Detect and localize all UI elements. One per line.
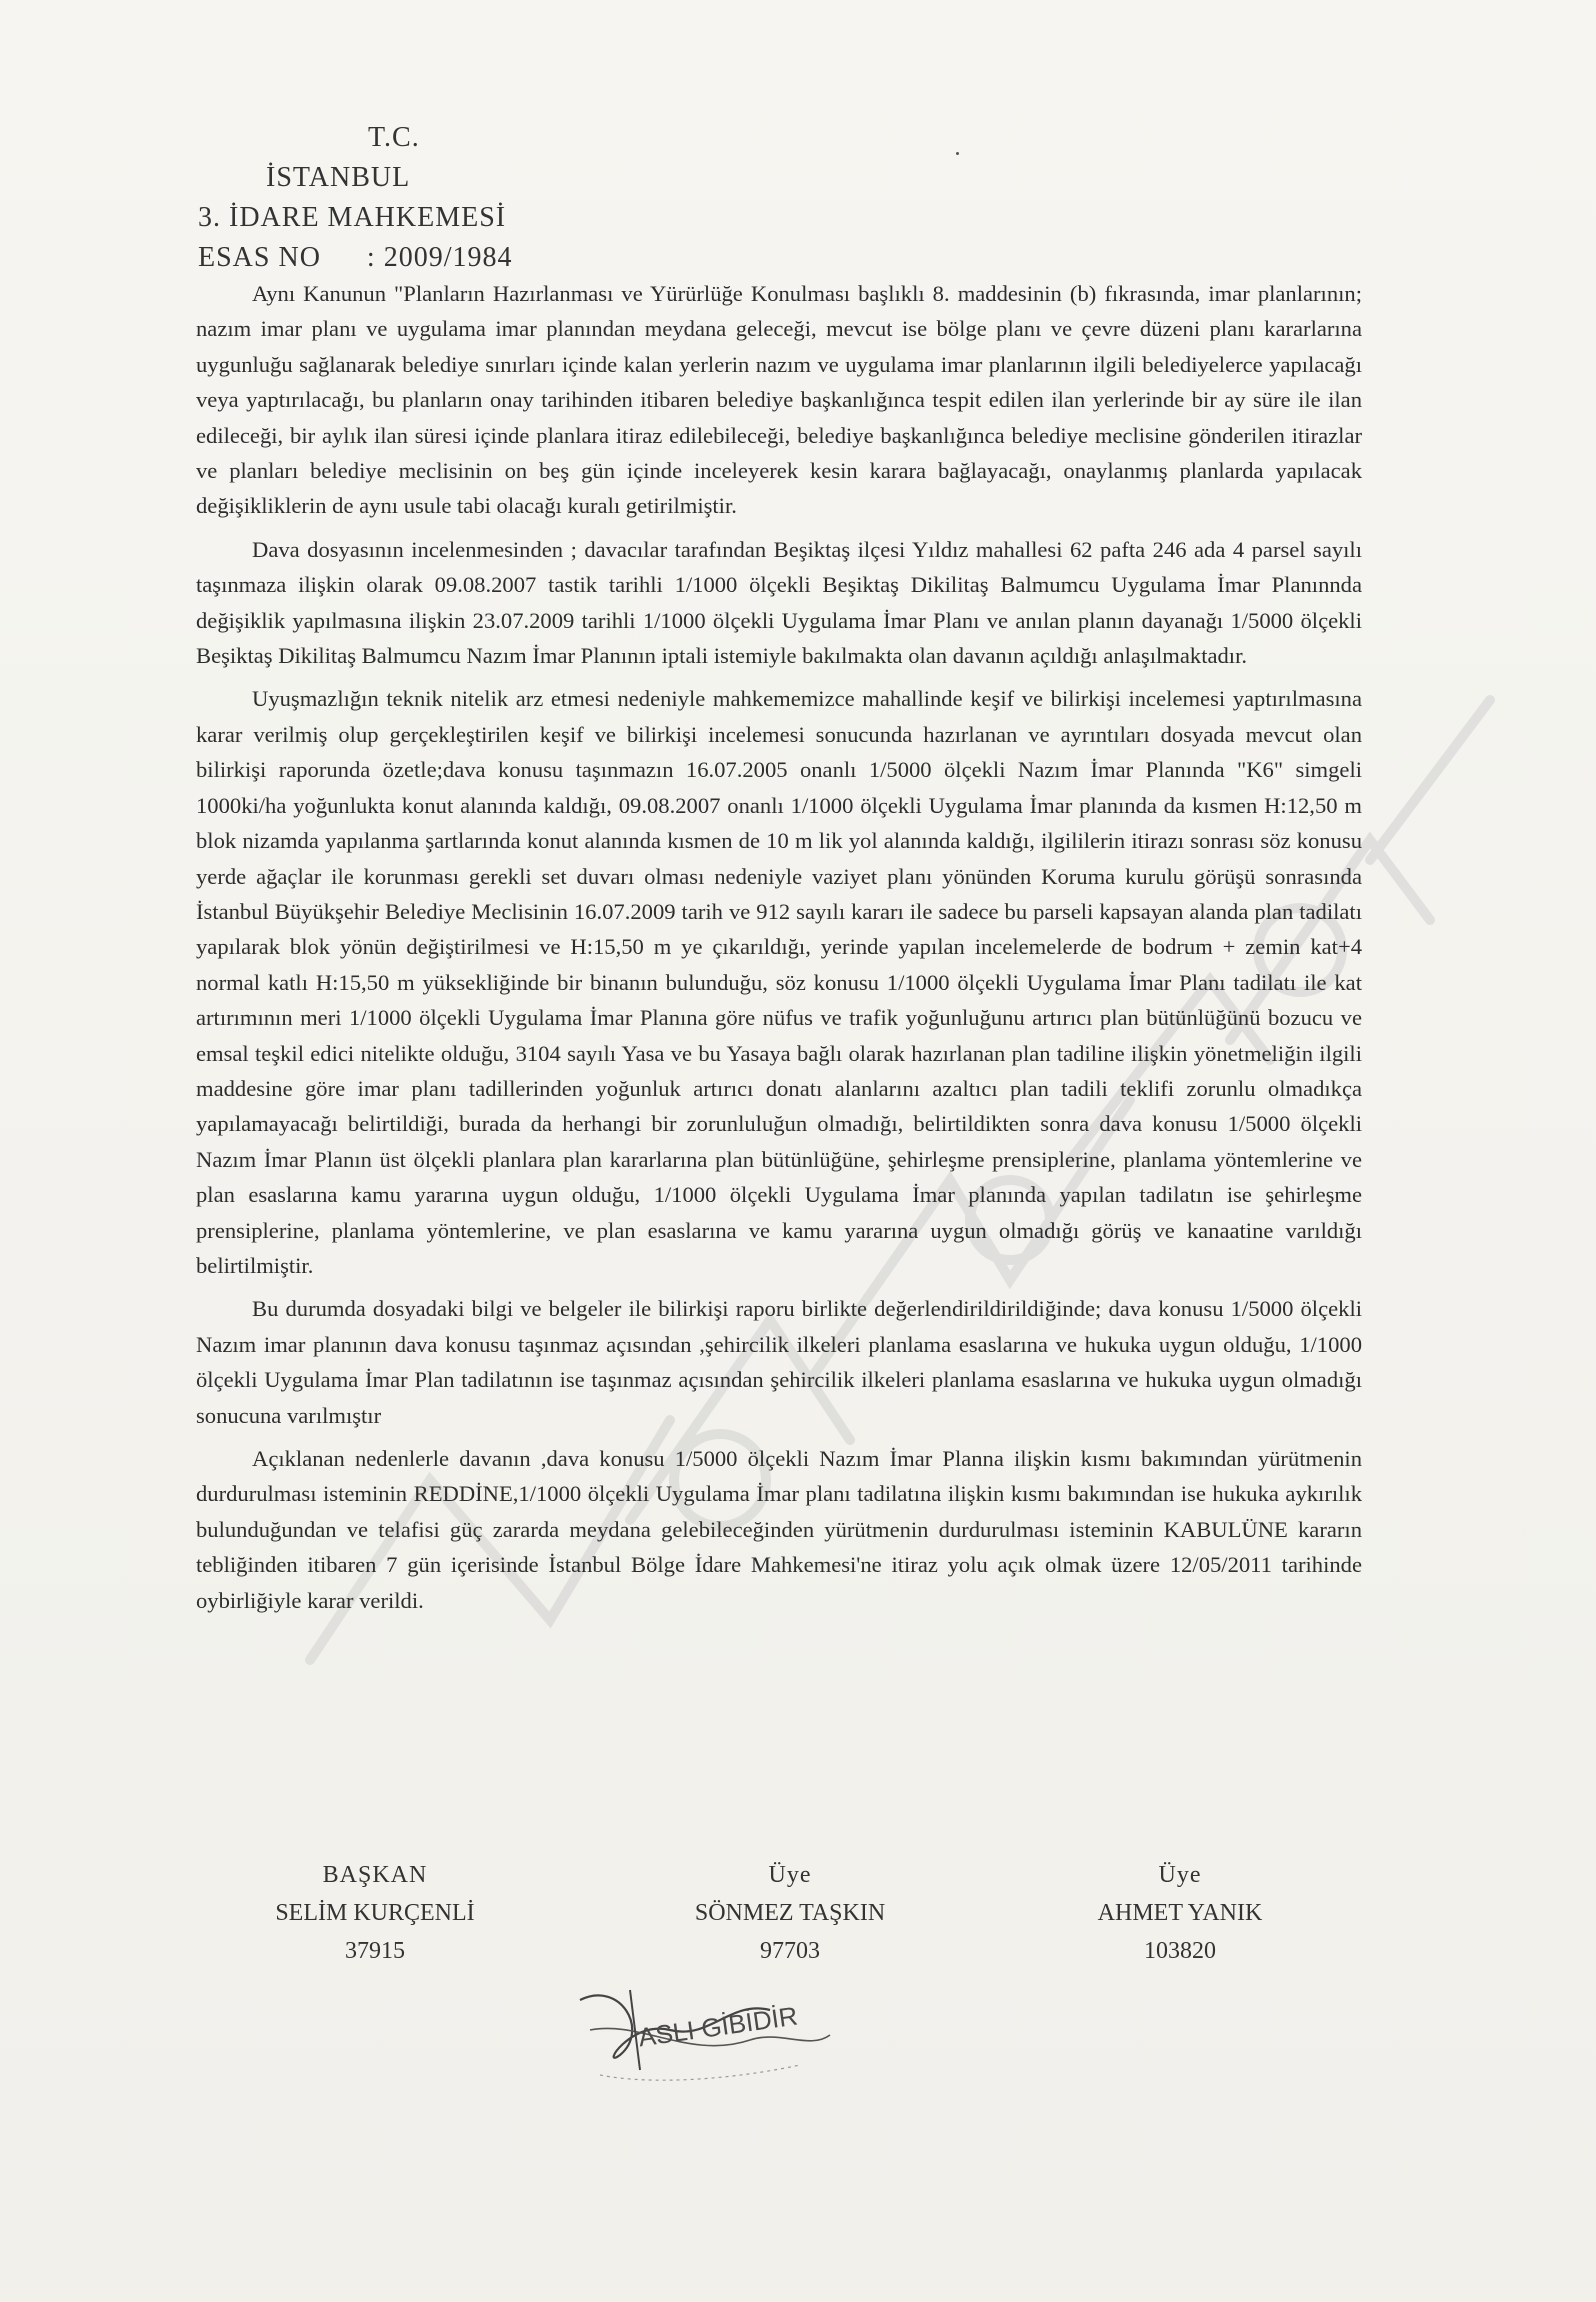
signature-number: 103820 — [1144, 1938, 1216, 1964]
esas-value: : 2009/1984 — [366, 242, 513, 273]
esas-label: ESAS NO — [198, 242, 321, 273]
header-city: İSTANBUL — [266, 162, 411, 193]
signature-title: Üye — [768, 1862, 812, 1888]
signature-number: 97703 — [760, 1938, 820, 1964]
header-court: 3. İDARE MAHKEMESİ — [198, 202, 507, 233]
signature-president — [230, 1856, 520, 1970]
document-body — [196, 276, 1362, 1618]
paragraph: Bu durumda dosyadaki bilgi ve belgeler ile bilirkişi raporu birlikte değerlendirildirildiğinde; dava konusu 1/5000 ölçekli Nazım imar planının dava konusu taşınmaz açısından ,şehircilik ilkeleri planlama esaslarına ve hukuka uygun olduğu, 1/1000 ölçekli Uygulama İmar Plan tadilatının ise taşınmaz açısından şehircilik ilkeleri planlama esaslarına ve hukuka uygun olmadığı sonucuna varılmıştır — [196, 1296, 1362, 1428]
header-tc: T.C. — [368, 122, 420, 153]
signature-member-2 — [1030, 1856, 1330, 1970]
court-header — [198, 118, 512, 278]
signature-name: AHMET YANIK — [1097, 1900, 1263, 1926]
svg-text:ASLI GİBİDİR: ASLI GİBİDİR — [636, 2000, 800, 2053]
paragraph: Dava dosyasının incelenmesinden ; davacılar tarafından Beşiktaş ilçesi Yıldız mahallesi 62 pafta 246 ada 4 parsel sayılı taşınmaza ilişkin olarak 09.08.2007 tastik tarihli 1/1000 ölçekli Beşiktaş Dikilitaş Balmumcu Uygulama İmar Planınnda değişiklik yapılmasına ilişkin 23.07.2009 tarihli 1/1000 ölçekli Uygulama İmar Planı ve anılan planın dayanağı 1/5000 ölçekli Beşiktaş Dikilitaş Balmumcu Nazım İmar Planının iptali istemiyle bakılmakta olan davanın açıldığı anlaşılmaktadır. — [196, 536, 1362, 669]
paragraph: Açıklanan nedenlerle davanın ,dava konusu 1/5000 ölçekli Nazım İmar Planna ilişkin kısmı bakımından yürütmenin durdurulması isteminin REDDİNE,1/1000 ölçekli Uygulama İmar planı tadilatına ilişkin kısmı bakımından ise hukuka aykırılık bulunduğundan ve telafisi güç zararda meydana gelebileceğinden yürütmenin durdurulması isteminin KABULÜNE kararın tebliğinden itibaren 7 gün içerisinde İstanbul Bölge İdare Mahkemesi'ne itiraz yolu açık olmak üzere 12/05/2011 tarihinde oybirliğiyle karar verildi. — [196, 1446, 1362, 1613]
paragraph: Uyuşmazlığın teknik nitelik arz etmesi nedeniyle mahkememizce mahallinde keşif ve bilirkişi incelemesi yaptırılmasına karar verilmiş olup gerçekleştirilen keşif ve bilirkişi incelemesi sonucunda hazırlanan ve ayrıntıları dosyada mevcut olan bilirkişi raporunda özetle;dava konusu taşınmazın 16.07.2005 onanlı 1/5000 ölçekli Nazım İmar Planında "K6" simgeli 1000ki/ha yoğunlukta konut alanında kaldığı, 09.08.2007 onanlı 1/1000 ölçekli Uygulama İmar planında da kısmen H:12,50 m blok nizamda yapılanma şartlarında konut alanında kısmen de 10 m lik yol alanında kaldığı, ilgililerin itirazı sonrası söz konusu yerde ağaçlar ile korunması gerekli set duvarı olması nedeniyle vaziyet planı yönünden Koruma kurulu görüşü sonrasında İstanbul Büyükşehir Belediye Meclisinin 16.07.2009 tarih ve 912 sayılı kararı ile sadece bu parseli kapsayan alanda plan tadilatı yapılarak blok yönün değiştirilmesi ve H:15,50 m ye çıkarıldığı, yerinde yapılan incelemelerde de bodrum + zemin kat+4 normal katlı H:15,50 m yüksekliğinde bir binanın bulunduğu, söz konusu 1/1000 ölçekli Uygulama İmar Planı tadilatı ile kat artırımının meri 1/1000 ölçekli Uygulama İmar Planına göre nüfus ve trafik yoğunluğunu artırıcı plan bütünlüğünü bozucu ve emsal teşkil edici nitelikte olduğu, 3104 sayılı Yasa ve bu Yasaya bağlı olarak hazırlanan plan tadiline ilişkin yönetmeliğin ilgili maddesine göre imar planı tadillerinden yoğunluk artırıcı donatı alanlarını azaltıcı plan tadili teklifi zorunlu olmadıkça yapılamayacağı belirtildiği, burada da herhangi bir zorunluluğun olmadığı, belirtildikten sonra dava konusu 1/5000 ölçekli Nazım İmar Planın üst ölçekli planlara plan kararlarına plan bütünlüğüne, şehirleşme prensiplerine, planlama yöntemlerine ve plan esaslarına kamu yararına uygun olduğu, 1/1000 ölçekli Uygulama İmar planında yapılan tadilatın ise şehirleşme prensiplerine, planlama yöntemlerine, ve plan esaslarına ve kamu yararına uygun olmadığı görüş ve kanaatine varıldığı belirtilmiştir. — [196, 686, 1362, 1278]
signature-title: BAŞKAN — [322, 1862, 428, 1888]
speck — [956, 152, 959, 155]
paragraph: Aynı Kanunun "Planların Hazırlanması ve Yürürlüğe Konulması başlıklı 8. maddesinin (b) fıkrasında, imar planlarının; nazım imar planı ve uygulama imar planından meydana geleceği, mevcut ise bölge planı ve çevre düzeni planı kararlarına uygunluğu sağlanarak belediye sınırları içinde kalan yerlerin nazım ve uygulama imar planlarının ilgili belediyelerce yapılacağı veya yaptırılacağı, bu planların onay tarihinden itibaren belediye başkanlığınca tespit edilen ilan yerlerinde bir ay süre ile ilan edileceği, bir aylık ilan süresi içinde planlara itiraz edilebileceği, belediye başkanlığınca belediye meclisine gönderilen itirazlar ve planları belediye meclisinin on beş gün içinde inceleyerek kesin karara bağlayacağı, onaylanmış planlarda yapılacak değişikliklerin de aynı usule tabi olacağı kuralı getirilmiştir. — [196, 281, 1362, 519]
header-esas — [198, 238, 512, 278]
signature-number: 37915 — [345, 1938, 405, 1964]
signature-name: SELİM KURÇENLİ — [275, 1900, 475, 1926]
signature-member-1 — [640, 1856, 940, 1970]
signature-title: Üye — [1158, 1862, 1202, 1888]
signature-name: SÖNMEZ TAŞKIN — [694, 1900, 886, 1926]
certified-copy-stamp — [560, 1960, 840, 2090]
